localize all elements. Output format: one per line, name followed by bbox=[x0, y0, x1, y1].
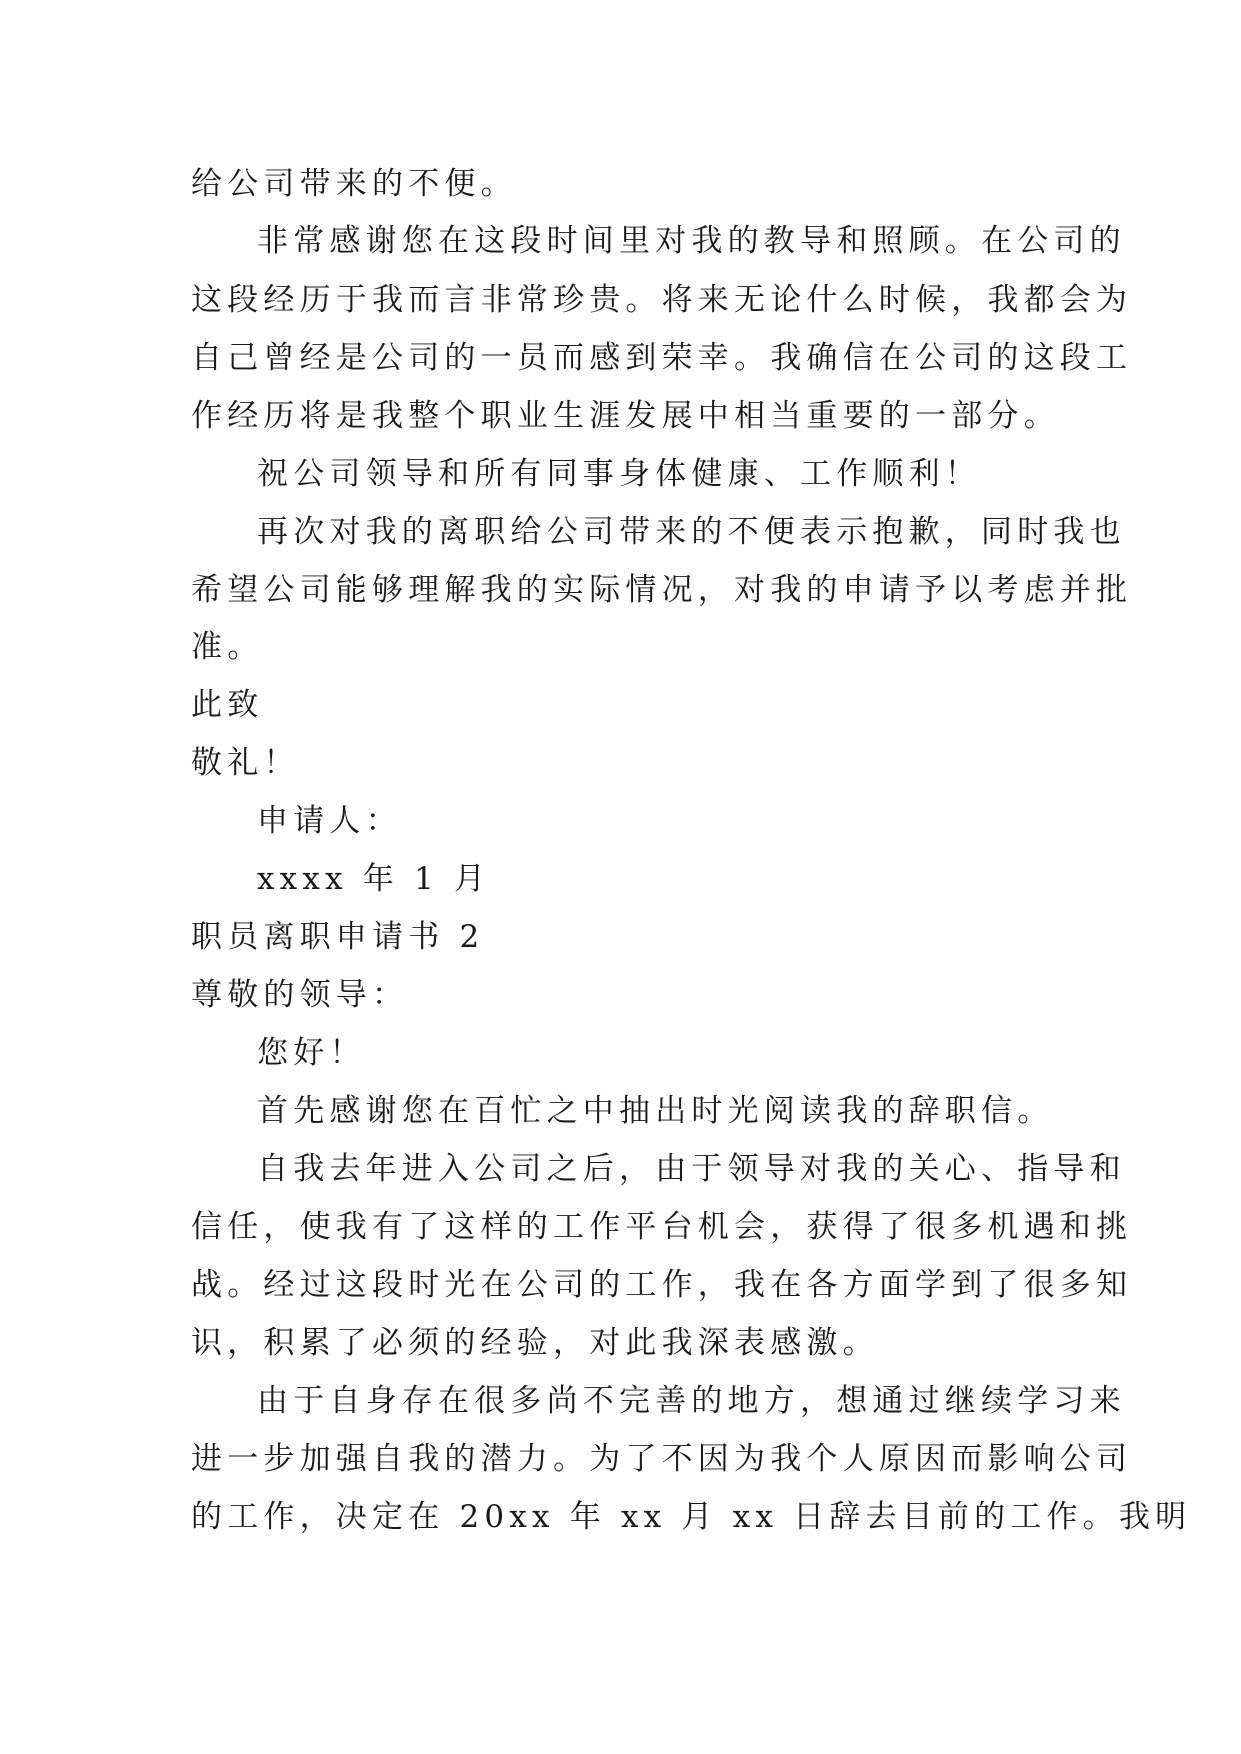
paragraph-line: 希望公司能够理解我的实际情况，对我的申请予以考虑并批 bbox=[191, 572, 1133, 608]
paragraph-line: 自己曾经是公司的一员而感到荣幸。我确信在公司的这段工 bbox=[191, 340, 1133, 376]
paragraph-line: 的工作，决定在 20xx 年 xx 月 xx 日辞去目前的工作。我明 bbox=[191, 1499, 1192, 1535]
signature-date: xxxx 年 1 月 bbox=[257, 861, 491, 897]
paragraph-line: 祝公司领导和所有同事身体健康、工作顺利！ bbox=[257, 456, 981, 492]
paragraph-line: 进一步加强自我的潜力。为了不因为我个人原因而影响公司 bbox=[191, 1441, 1133, 1477]
paragraph-line: 自我去年进入公司之后，由于领导对我的关心、指导和 bbox=[257, 1151, 1126, 1187]
salutation: 尊敬的领导： bbox=[191, 977, 409, 1013]
greeting: 您好！ bbox=[257, 1035, 366, 1071]
paragraph-line: 首先感谢您在百忙之中抽出时光阅读我的辞职信。 bbox=[257, 1093, 1054, 1129]
paragraph-line: 再次对我的离职给公司带来的不便表示抱歉，同时我也 bbox=[257, 514, 1126, 550]
paragraph-line: 给公司带来的不便。 bbox=[191, 166, 517, 202]
paragraph-line: 这段经历于我而言非常珍贵。将来无论什么时候，我都会为 bbox=[191, 282, 1133, 318]
closing-line: 敬礼！ bbox=[191, 745, 300, 781]
paragraph-line: 信任，使我有了这样的工作平台机会，获得了很多机遇和挑 bbox=[191, 1209, 1133, 1245]
paragraph-line: 非常感谢您在这段时间里对我的教导和照顾。在公司的 bbox=[257, 223, 1126, 259]
closing-line: 此致 bbox=[191, 687, 264, 723]
paragraph-line: 作经历将是我整个职业生涯发展中相当重要的一部分。 bbox=[191, 398, 1060, 434]
paragraph-line: 识，积累了必须的经验，对此我深表感激。 bbox=[191, 1325, 879, 1361]
section-heading: 职员离职申请书 2 bbox=[191, 919, 485, 955]
paragraph-line: 战。经过这段时光在公司的工作，我在各方面学到了很多知 bbox=[191, 1267, 1133, 1303]
signature-label: 申请人： bbox=[257, 803, 402, 839]
paragraph-line: 由于自身存在很多尚不完善的地方，想通过继续学习来 bbox=[257, 1383, 1126, 1419]
paragraph-line: 准。 bbox=[191, 629, 264, 665]
